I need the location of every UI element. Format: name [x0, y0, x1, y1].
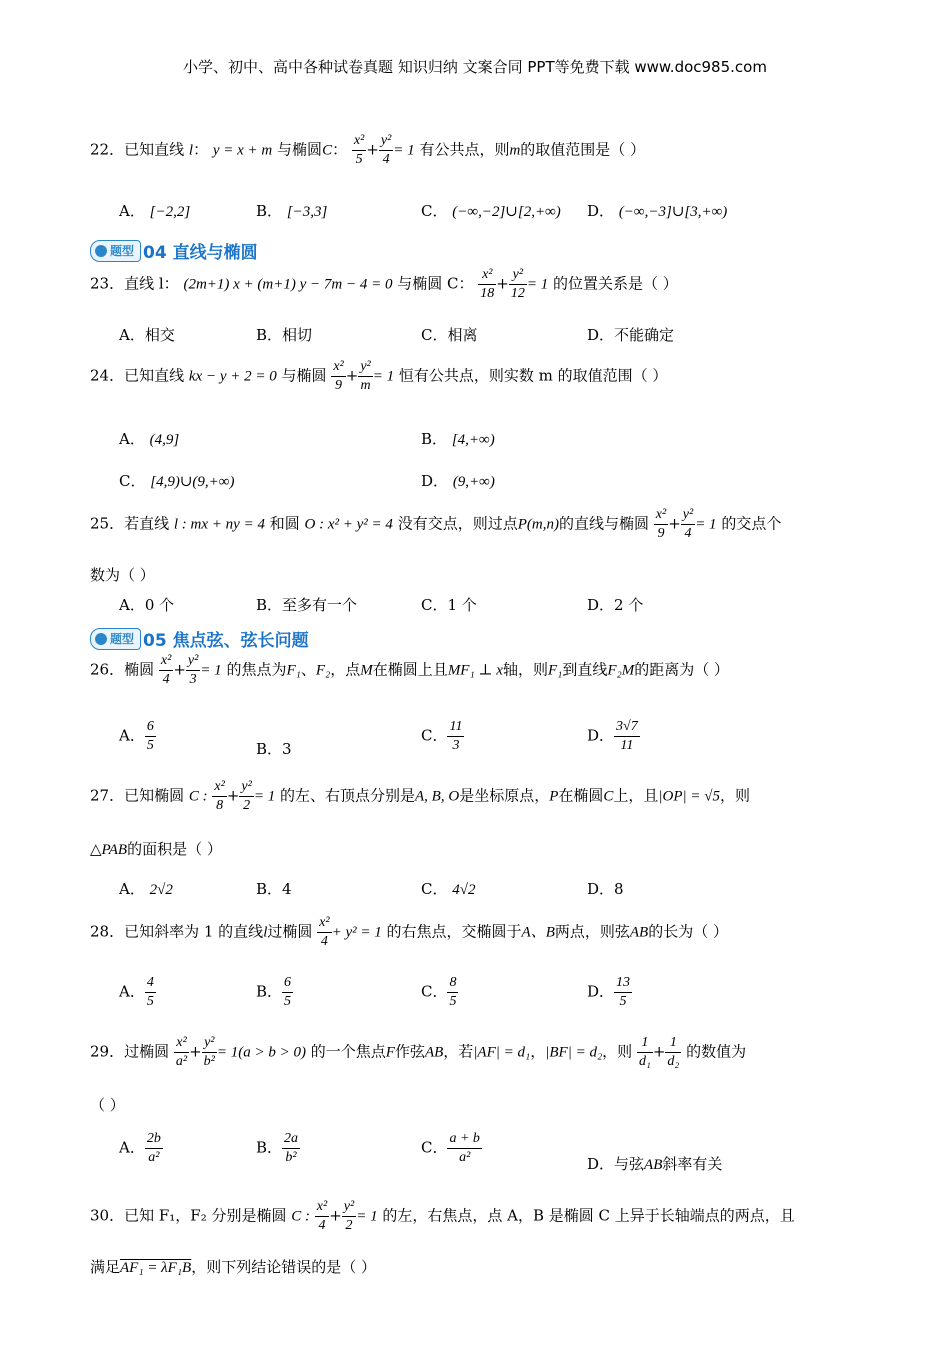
option-b[interactable]: B．至多有一个 — [256, 596, 358, 614]
question-27-cont: △PAB的面积是（ ） — [90, 840, 222, 858]
fraction: $\frac{\text{x²}}{9}$ — [333, 359, 344, 393]
option-d[interactable]: D．不能确定 — [587, 326, 675, 344]
section-badge: 题型 — [90, 628, 141, 650]
fraction: $\frac{\text{x²}}{9}$ — [655, 507, 667, 541]
question-23: 23．直线 l： (2m+1) x + (m+1) y − 7m − 4 = 0 与椭圆 C： $\frac{\text{x²}}{18}$ + $\frac{\text{y²}}{12}$ = 1 的位置关系是（ ） — [90, 267, 678, 301]
page-header: 小学、初中、高中各种试卷真题 知识归纳 文案合同 PPT等免费下载 www.doc985.com — [183, 58, 767, 76]
question-30: 30．已知 F₁，F₂ 分别是椭圆 C : $\frac{\text{x²}}{4}$ + $\frac{\text{y²}}{2}$ = 1 的左，右焦点，点 A，B 是椭圆 C 上异于长轴端点的两点，且 — [90, 1199, 795, 1233]
option-c[interactable]: C． 4√2 — [421, 880, 476, 898]
fraction: $\frac{1}{\text{d₁}}$ — [638, 1035, 651, 1069]
fraction: $\frac{\text{x²}}{18}$ — [480, 267, 495, 301]
option-b[interactable]: B． [4,+∞) — [421, 430, 495, 448]
section-heading-05 — [90, 626, 309, 651]
line-equation: y = x + m — [212, 142, 273, 159]
pin-icon — [95, 633, 107, 645]
option-a[interactable]: A．0 个 — [119, 596, 175, 614]
pin-icon — [95, 245, 107, 257]
option-d[interactable]: D．8 — [587, 880, 624, 898]
option-d[interactable]: D． $\frac{3√7}{11}$ — [587, 719, 638, 753]
option-b[interactable]: B． $\frac{6}{5}$ — [256, 975, 292, 1009]
question-24: 24．已知直线 kx − y + 2 = 0 与椭圆 $\frac{\text{x²}}{9}$ + $\frac{\text{y²}}{m}$ = 1 恒有公共点，则实数 m 的取值范围（ ） — [90, 359, 668, 393]
section-title: 04 直线与椭圆 — [143, 243, 258, 263]
fraction: $\frac{\text{y²}}{2}$ — [343, 1199, 355, 1233]
option-c[interactable]: C． [4,9)∪(9,+∞) — [119, 472, 235, 490]
fraction: $\frac{\text{y²}}{\text{b²}}$ — [203, 1035, 215, 1069]
option-d[interactable]: D．与弦AB斜率有关 — [587, 1155, 723, 1173]
question-25-cont: 数为（ ） — [90, 566, 155, 584]
option-b[interactable]: B．3 — [256, 740, 292, 758]
question-29: 29．过椭圆 $\frac{\text{x²}}{\text{a²}}$ + $\frac{\text{y²}}{\text{b²}}$ = 1(a > b > 0) 的一个焦点F作弦AB，若|AF| = d₁，|BF| = d₂，则 $\frac{1}{\text{d₁}}$ + $\frac{1}{\text{d₂}}$ 的数值为 — [90, 1035, 747, 1069]
fraction: $\frac{\text{x²}}{4}$ — [160, 653, 172, 687]
question-28: 28．已知斜率为 1 的直线l过椭圆 $\frac{\text{x²}}{4}$ + y² = 1 的右焦点，交椭圆于A、B两点，则弦AB的长为（ ） — [90, 915, 728, 949]
option-c[interactable]: C． $\frac{8}{5}$ — [421, 975, 457, 1009]
option-d[interactable]: D． $\frac{13}{5}$ — [587, 975, 631, 1009]
fraction: $\frac{\text{y²}}{4}$ — [380, 133, 392, 167]
section-heading-04 — [90, 238, 258, 263]
option-c[interactable]: C．1 个 — [421, 596, 477, 614]
option-a[interactable]: A． (4,9] — [119, 430, 180, 448]
fraction: $\frac{\text{y²}}{2}$ — [241, 779, 252, 813]
question-25: 25．若直线 l : mx + ny = 4 和圆 O : x² + y² = 4 没有交点，则过点P(m,n)的直线与椭圆 $\frac{\text{x²}}{9}$ + $\frac{\text{y²}}{4}$ = 1 的交点个 — [90, 507, 782, 541]
option-b[interactable]: B． [−3,3] — [256, 202, 328, 220]
option-c[interactable]: C． $\frac{11}{3}$ — [421, 719, 463, 753]
question-29-cont: （ ） — [90, 1096, 125, 1114]
option-c[interactable]: C．相离 — [421, 326, 478, 344]
question-27: 27．已知椭圆 C : $\frac{\text{x²}}{8}$ + $\frac{\text{y²}}{2}$ = 1 的左、右顶点分别是A, B, O是坐标原点，P在椭圆C上，且|OP| = √5，则 — [90, 779, 751, 813]
option-b[interactable]: B．相切 — [256, 326, 313, 344]
option-c[interactable]: C． (−∞,−2]∪[2,+∞) — [421, 202, 561, 220]
fraction: $\frac{\text{y²}}{m}$ — [360, 359, 371, 393]
option-a[interactable]: A． $\frac{4}{5}$ — [119, 975, 154, 1009]
fraction: $\frac{1}{\text{d₂}}$ — [667, 1035, 680, 1069]
option-a[interactable]: A．相交 — [119, 326, 175, 344]
section-badge: 题型 — [90, 240, 141, 262]
option-a[interactable]: A． [−2,2] — [119, 202, 191, 220]
option-d[interactable]: D． (−∞,−3]∪[3,+∞) — [587, 202, 728, 220]
option-a[interactable]: A． $\frac{6}{5}$ — [119, 719, 154, 753]
option-b[interactable]: B． $\frac{2a}{\text{b²}}$ — [256, 1131, 299, 1165]
fraction: $\frac{\text{x²}}{4}$ — [319, 915, 330, 949]
question-26: 26．椭圆 $\frac{\text{x²}}{4}$ + $\frac{\text{y²}}{3}$ = 1 的焦点为F₁、F₂，点M在椭圆上且MF₁ ⊥ x轴，则F₁到直线F₂M的距离为（ ） — [90, 653, 730, 687]
option-c[interactable]: C． $\frac{a + b}{\text{a²}}$ — [421, 1131, 480, 1165]
fraction: $\frac{\text{x²}}{5}$ — [353, 133, 365, 167]
fraction: $\frac{\text{y²}}{12}$ — [510, 267, 525, 301]
option-b[interactable]: B．4 — [256, 880, 292, 898]
question-22: 22．已知直线 l： y = x + m 与椭圆C： $\frac{\text{x²}}{5}$ + $\frac{\text{y²}}{4}$ = 1 有公共点，则m的取值范围是（ ） — [90, 133, 646, 167]
fraction: $\frac{\text{x²}}{4}$ — [316, 1199, 328, 1233]
section-title: 05 焦点弦、弦长问题 — [143, 631, 309, 651]
fraction: $\frac{\text{x²}}{\text{a²}}$ — [175, 1035, 188, 1069]
option-d[interactable]: D．2 个 — [587, 596, 644, 614]
option-a[interactable]: A． $\frac{2b}{\text{a²}}$ — [119, 1131, 161, 1165]
option-d[interactable]: D． (9,+∞) — [421, 472, 495, 490]
fraction: $\frac{\text{y²}}{4}$ — [682, 507, 694, 541]
fraction: $\frac{\text{y²}}{3}$ — [187, 653, 199, 687]
question-30-cont: 满足AF₁ = λF₁B，则下列结论错误的是（ ） — [90, 1258, 376, 1276]
fraction: $\frac{\text{x²}}{8}$ — [214, 779, 225, 813]
option-a[interactable]: A． 2√2 — [119, 880, 173, 898]
